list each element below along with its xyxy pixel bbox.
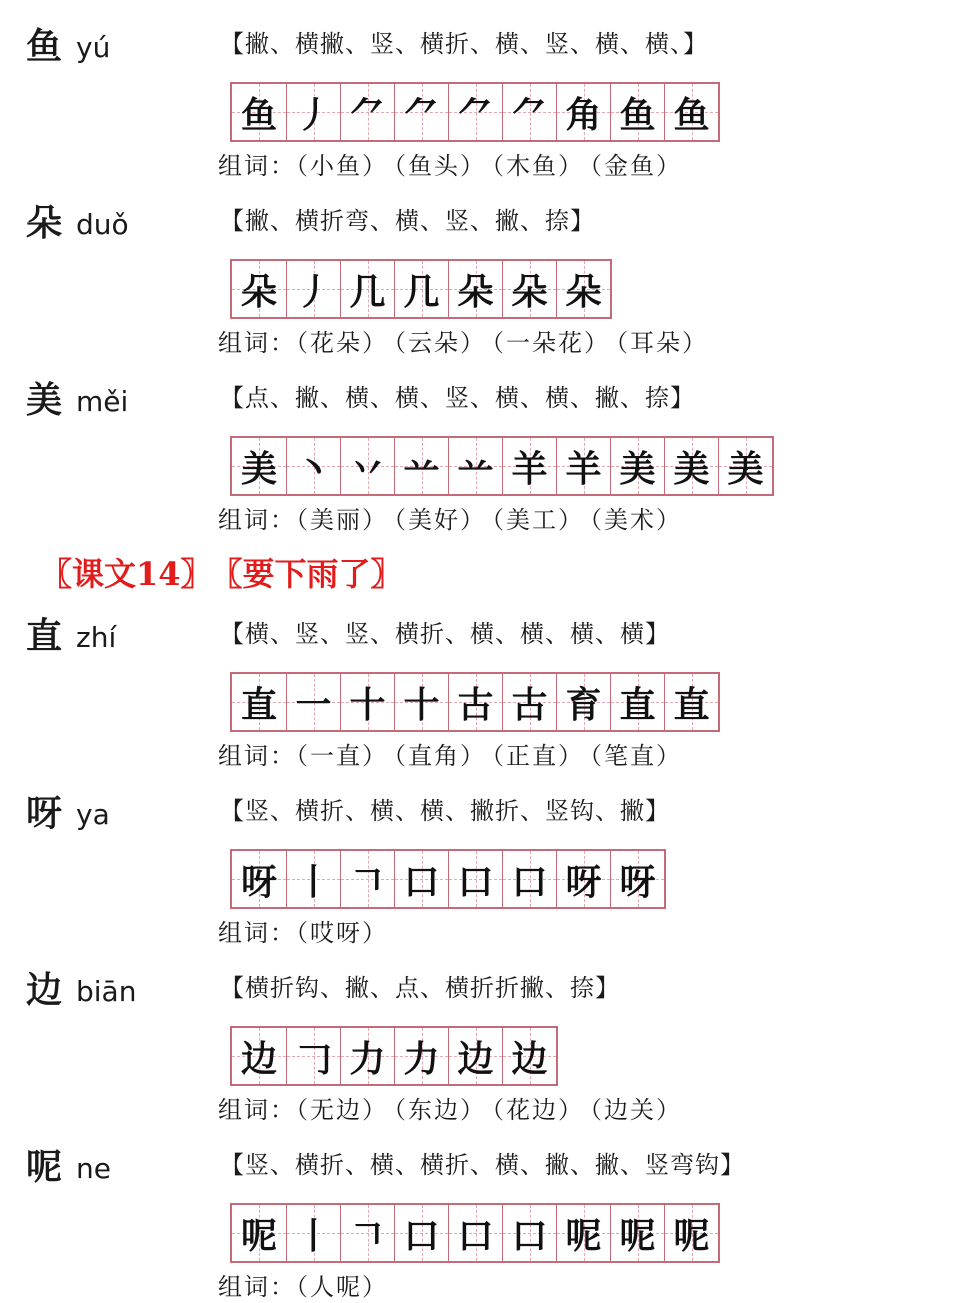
stroke-grid: [230, 849, 666, 909]
stroke-grid: [230, 1203, 720, 1263]
lesson-number: 〖课文14〗: [40, 555, 213, 593]
stroke-step-cell: [610, 674, 664, 730]
words-label: 组词：: [218, 329, 296, 357]
headword-char: 朵: [26, 202, 63, 244]
stroke-step-cell: [610, 438, 664, 494]
word-item: （美术）: [590, 506, 682, 534]
stroke-step-cell: [556, 1205, 610, 1261]
stroke-step-glyph: 古: [457, 684, 494, 726]
stroke-step-glyph: 呢: [619, 1215, 656, 1257]
stroke-step-glyph: 朵: [565, 271, 602, 313]
stroke-step-cell: [394, 674, 448, 730]
stroke-order-text: 【撇、横撇、竖、横折、横、竖、横、横、】: [220, 30, 708, 58]
word-item: （耳朵）: [616, 329, 708, 357]
stroke-step-cell: [448, 261, 502, 317]
word-item: （美好）: [394, 506, 486, 534]
stroke-grid: [230, 672, 720, 732]
stroke-step-cell: [556, 261, 610, 317]
pinyin: měi: [76, 385, 129, 418]
stroke-step-glyph: 呀: [240, 861, 277, 903]
stroke-step-glyph: 力: [403, 1038, 440, 1080]
word-item: （花朵）: [296, 329, 388, 357]
stroke-grid: [230, 436, 774, 496]
stroke-step-cell: [340, 261, 394, 317]
word-item: （鱼头）: [394, 152, 486, 180]
stroke-step-glyph: 口: [511, 1215, 548, 1257]
pinyin: yú: [76, 31, 111, 64]
stroke-order-text: 【竖、横折、横、横、撇折、竖钩、撇】: [220, 797, 670, 825]
word-item: （一直）: [296, 742, 388, 770]
lesson-heading: [40, 552, 417, 596]
stroke-step-glyph: 角: [565, 94, 602, 136]
stroke-step-glyph: 几: [403, 271, 440, 313]
stroke-step-glyph: ⺈: [349, 94, 386, 136]
pinyin: zhí: [76, 621, 117, 654]
character-entry: [0, 954, 960, 1124]
stroke-step-glyph: 朵: [511, 271, 548, 313]
stroke-step-cell: [340, 851, 394, 907]
stroke-step-cell: [286, 438, 340, 494]
stroke-step-cell: [340, 1205, 394, 1261]
stroke-step-cell: [610, 851, 664, 907]
stroke-order-text: 【横、竖、竖、横折、横、横、横、横】: [220, 620, 670, 648]
words-label: 组词：: [218, 742, 296, 770]
word-item: （无边）: [296, 1096, 388, 1124]
stroke-step-glyph: 美: [727, 448, 764, 490]
stroke-step-cell: [286, 1205, 340, 1261]
stroke-order-text: 【竖、横折、横、横折、横、撇、撇、竖弯钩】: [220, 1151, 745, 1179]
stroke-step-cell: [286, 1028, 340, 1084]
stroke-step-glyph: 羊: [511, 448, 548, 490]
stroke-step-cell: [286, 84, 340, 140]
stroke-step-cell: [232, 261, 286, 317]
pinyin: ya: [76, 798, 110, 831]
character-entry: [0, 10, 960, 180]
stroke-step-glyph: 一: [295, 684, 332, 726]
word-list: [218, 917, 394, 949]
stroke-step-cell: [286, 261, 340, 317]
stroke-grid: [230, 1026, 558, 1086]
stroke-step-cell: [556, 674, 610, 730]
word-list: [218, 327, 714, 359]
word-list: [218, 504, 688, 536]
headword-char: 直: [26, 615, 63, 657]
word-item: （木鱼）: [492, 152, 584, 180]
stroke-step-cell: [394, 438, 448, 494]
words-label: 组词：: [218, 919, 296, 947]
headword-char: 美: [26, 379, 63, 421]
headword-char: 呢: [26, 1146, 63, 1188]
stroke-step-glyph: 几: [349, 271, 386, 313]
stroke-step-cell: [340, 438, 394, 494]
stroke-step-glyph: 呢: [240, 1215, 277, 1257]
stroke-step-glyph: 边: [240, 1038, 277, 1080]
headword-char: 边: [26, 969, 63, 1011]
stroke-step-cell: [394, 851, 448, 907]
stroke-grid: [230, 82, 720, 142]
stroke-step-cell: [232, 438, 286, 494]
stroke-step-glyph: 𠃍: [349, 861, 386, 903]
stroke-step-glyph: 丿: [295, 271, 332, 313]
stroke-step-glyph: 边: [511, 1038, 548, 1080]
stroke-step-cell: [340, 1028, 394, 1084]
stroke-step-cell: [448, 84, 502, 140]
headword-char: 鱼: [26, 25, 63, 67]
stroke-order-text: 【撇、横折弯、横、竖、撇、捺】: [220, 207, 595, 235]
word-item: （云朵）: [394, 329, 486, 357]
headword-char: 呀: [26, 792, 63, 834]
word-item: （人呢）: [296, 1273, 388, 1301]
stroke-step-cell: [232, 851, 286, 907]
stroke-step-glyph: 力: [349, 1038, 386, 1080]
stroke-step-cell: [394, 1205, 448, 1261]
word-list: [218, 740, 688, 772]
stroke-step-glyph: 直: [240, 684, 277, 726]
character-entry: [0, 187, 960, 357]
stroke-step-cell: [502, 851, 556, 907]
stroke-step-glyph: 口: [403, 1215, 440, 1257]
stroke-step-glyph: 十: [349, 684, 386, 726]
stroke-step-cell: [610, 1205, 664, 1261]
stroke-step-glyph: 美: [619, 448, 656, 490]
stroke-step-cell: [718, 438, 772, 494]
stroke-step-glyph: 鱼: [673, 94, 710, 136]
stroke-step-glyph: 美: [240, 448, 277, 490]
stroke-step-cell: [286, 851, 340, 907]
stroke-step-cell: [610, 84, 664, 140]
stroke-step-glyph: 丨: [295, 861, 332, 903]
word-item: （笔直）: [590, 742, 682, 770]
stroke-step-glyph: 口: [403, 861, 440, 903]
word-item: （美丽）: [296, 506, 388, 534]
stroke-step-glyph: 朵: [240, 271, 277, 313]
words-label: 组词：: [218, 152, 296, 180]
stroke-step-glyph: 直: [619, 684, 656, 726]
stroke-step-glyph: 美: [673, 448, 710, 490]
word-item: （哎呀）: [296, 919, 388, 947]
stroke-step-glyph: 朵: [457, 271, 494, 313]
word-list: [218, 1094, 688, 1126]
stroke-step-cell: [232, 84, 286, 140]
pinyin: biān: [76, 975, 137, 1008]
stroke-step-glyph: 呢: [565, 1215, 602, 1257]
stroke-step-glyph: 直: [673, 684, 710, 726]
stroke-step-cell: [394, 84, 448, 140]
stroke-order-text: 【点、撇、横、横、竖、横、横、撇、捺】: [220, 384, 695, 412]
stroke-step-glyph: ⺈: [511, 94, 548, 136]
stroke-step-glyph: ⺈: [457, 94, 494, 136]
stroke-step-cell: [448, 674, 502, 730]
stroke-step-cell: [340, 674, 394, 730]
stroke-step-cell: [502, 261, 556, 317]
stroke-step-cell: [556, 84, 610, 140]
word-item: （小鱼）: [296, 152, 388, 180]
stroke-step-glyph: 䒑: [457, 448, 494, 490]
stroke-step-glyph: 鱼: [619, 94, 656, 136]
stroke-step-glyph: 羊: [565, 448, 602, 490]
stroke-step-cell: [232, 1028, 286, 1084]
word-item: （正直）: [492, 742, 584, 770]
stroke-step-cell: [286, 674, 340, 730]
stroke-step-cell: [448, 1028, 502, 1084]
stroke-step-cell: [556, 438, 610, 494]
word-item: （直角）: [394, 742, 486, 770]
stroke-step-cell: [394, 1028, 448, 1084]
word-item: （东边）: [394, 1096, 486, 1124]
words-label: 组词：: [218, 1273, 296, 1301]
stroke-step-glyph: 鱼: [240, 94, 277, 136]
character-entry: [0, 777, 960, 947]
stroke-step-cell: [394, 261, 448, 317]
stroke-step-cell: [448, 851, 502, 907]
stroke-step-glyph: 口: [457, 1215, 494, 1257]
stroke-step-glyph: 育: [565, 684, 602, 726]
character-entry: [0, 1131, 960, 1301]
word-list: [218, 150, 688, 182]
stroke-step-glyph: 丨: [295, 1215, 332, 1257]
stroke-step-glyph: 口: [511, 861, 548, 903]
stroke-order-text: 【横折钩、撇、点、横折折撇、捺】: [220, 974, 620, 1002]
stroke-step-cell: [664, 674, 718, 730]
word-item: （一朵花）: [492, 329, 610, 357]
stroke-step-glyph: 呀: [565, 861, 602, 903]
stroke-step-cell: [448, 438, 502, 494]
word-list: [218, 1271, 394, 1303]
stroke-step-glyph: 丶: [295, 448, 332, 490]
words-label: 组词：: [218, 1096, 296, 1124]
stroke-step-cell: [556, 851, 610, 907]
word-item: （边关）: [590, 1096, 682, 1124]
pinyin: duǒ: [76, 208, 129, 241]
stroke-step-glyph: 䒑: [403, 448, 440, 490]
stroke-step-cell: [340, 84, 394, 140]
stroke-step-glyph: 十: [403, 684, 440, 726]
stroke-step-cell: [664, 1205, 718, 1261]
word-item: （花边）: [492, 1096, 584, 1124]
character-entry: [0, 364, 960, 534]
pinyin: ne: [76, 1152, 111, 1185]
stroke-step-glyph: 丿: [295, 94, 332, 136]
word-item: （美工）: [492, 506, 584, 534]
stroke-step-cell: [502, 674, 556, 730]
stroke-step-cell: [232, 1205, 286, 1261]
stroke-step-glyph: 𠃌: [295, 1038, 332, 1080]
stroke-step-cell: [502, 1028, 556, 1084]
lesson-title: 〖要下雨了〗: [226, 555, 403, 593]
stroke-step-glyph: 古: [511, 684, 548, 726]
stroke-step-glyph: 𠃍: [349, 1215, 386, 1257]
stroke-step-cell: [664, 84, 718, 140]
stroke-step-glyph: 呀: [619, 861, 656, 903]
stroke-step-cell: [502, 84, 556, 140]
word-item: （金鱼）: [590, 152, 682, 180]
stroke-step-cell: [502, 1205, 556, 1261]
stroke-step-glyph: ⺈: [403, 94, 440, 136]
stroke-grid: [230, 259, 612, 319]
stroke-step-glyph: 丷: [349, 448, 386, 490]
stroke-step-glyph: 呢: [673, 1215, 710, 1257]
stroke-step-cell: [232, 674, 286, 730]
character-entry: [0, 600, 960, 770]
stroke-step-cell: [502, 438, 556, 494]
words-label: 组词：: [218, 506, 296, 534]
stroke-step-cell: [448, 1205, 502, 1261]
stroke-step-glyph: 边: [457, 1038, 494, 1080]
stroke-step-cell: [664, 438, 718, 494]
stroke-step-glyph: 口: [457, 861, 494, 903]
